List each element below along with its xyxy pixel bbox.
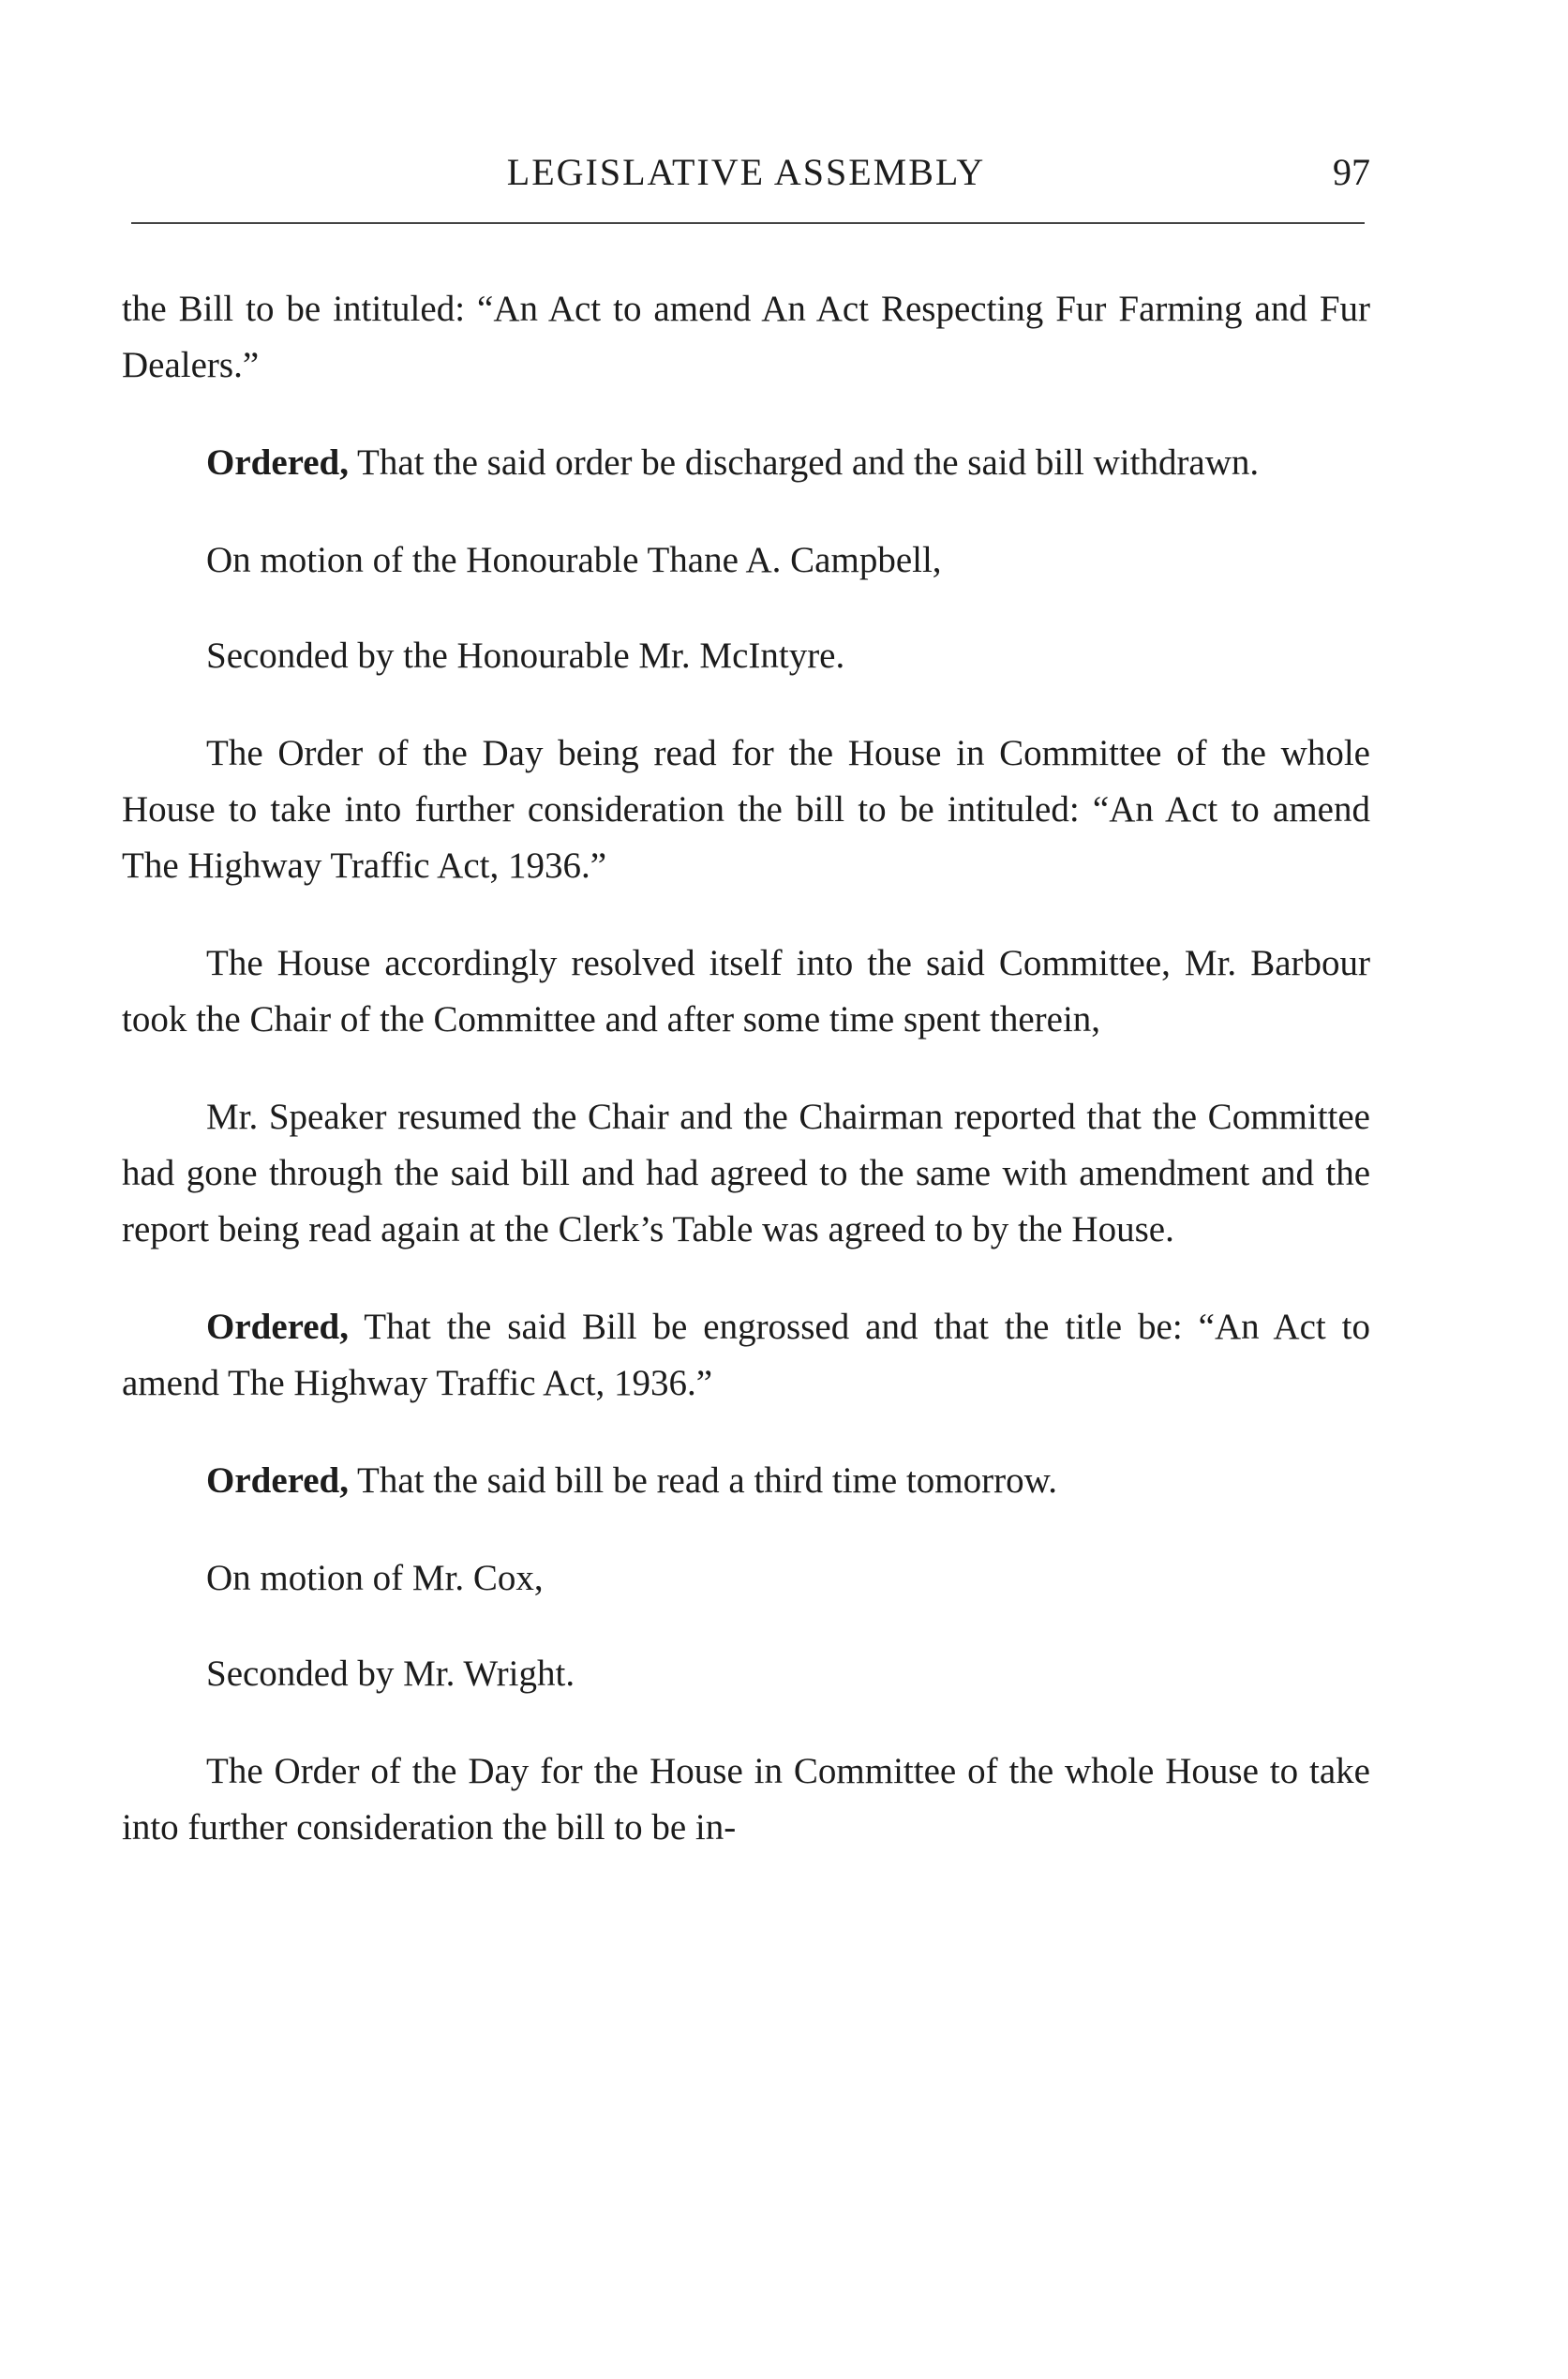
- paragraph-text: That the said Bill be engrossed and that the title be: “An Act to amend The Highway Traffic Act, 1936.”: [122, 1307, 1370, 1403]
- paragraph-motion-cox: [122, 1550, 1370, 1607]
- paragraph-bill-title-continued: [122, 281, 1370, 394]
- page-header: [122, 150, 1370, 206]
- paragraph-text: On motion of Mr. Cox,: [206, 1558, 544, 1598]
- header-rule: [131, 222, 1365, 224]
- paragraph-lead: Ordered,: [206, 1307, 350, 1347]
- paragraph-motion: [122, 532, 1370, 589]
- paragraph-house-resolved: [122, 935, 1370, 1048]
- paragraph-ordered-discharged: [122, 435, 1370, 491]
- paragraph-lead: Ordered,: [206, 442, 350, 483]
- document-body: [122, 281, 1370, 1897]
- paragraph-text: That the said bill be read a third time tomorrow.: [349, 1460, 1057, 1501]
- paragraph-text: On motion of the Honourable Thane A. Campbell,: [206, 540, 942, 580]
- paragraph-speaker-resumed: [122, 1089, 1370, 1258]
- paragraph-order-of-day: [122, 726, 1370, 894]
- paragraph-text: Seconded by Mr. Wright.: [206, 1653, 575, 1694]
- paragraph-order-of-day-2: [122, 1743, 1370, 1856]
- paragraph-text: The House accordingly resolved itself into the said Committee, Mr. Barbour took the Chair of the Committee and after some time spent therein,: [122, 943, 1370, 1040]
- paragraph-seconded: [122, 628, 1370, 684]
- paragraph-text: the Bill to be intituled: “An Act to amend An Act Respecting Fur Farming and Fur Dealers.”: [122, 289, 1370, 385]
- paragraph-ordered-engrossed: [122, 1299, 1370, 1412]
- paragraph-text: That the said order be discharged and the said bill withdrawn.: [349, 442, 1260, 483]
- paragraph-text: The Order of the Day being read for the House in Committee of the whole House to take into further consideration the bill to be intituled: “An Act to amend The Highway Traffic Act, 1936.”: [122, 733, 1370, 886]
- paragraph-ordered-third-reading: [122, 1453, 1370, 1509]
- running-head: LEGISLATIVE ASSEMBLY: [506, 151, 986, 193]
- page-number: 97: [1333, 151, 1370, 193]
- paragraph-text: The Order of the Day for the House in Committee of the whole House to take into further consideration the bill to be in-: [122, 1751, 1370, 1848]
- paragraph-lead: Ordered,: [206, 1460, 350, 1501]
- paragraph-text: Mr. Speaker resumed the Chair and the Chairman reported that the Committee had gone through the said bill and had agreed to the same with amendment and the report being read again at the Clerk’s Table was agreed to by the House.: [122, 1097, 1370, 1249]
- paragraph-seconded-wright: [122, 1646, 1370, 1702]
- paragraph-text: Seconded by the Honourable Mr. McIntyre.: [206, 636, 845, 676]
